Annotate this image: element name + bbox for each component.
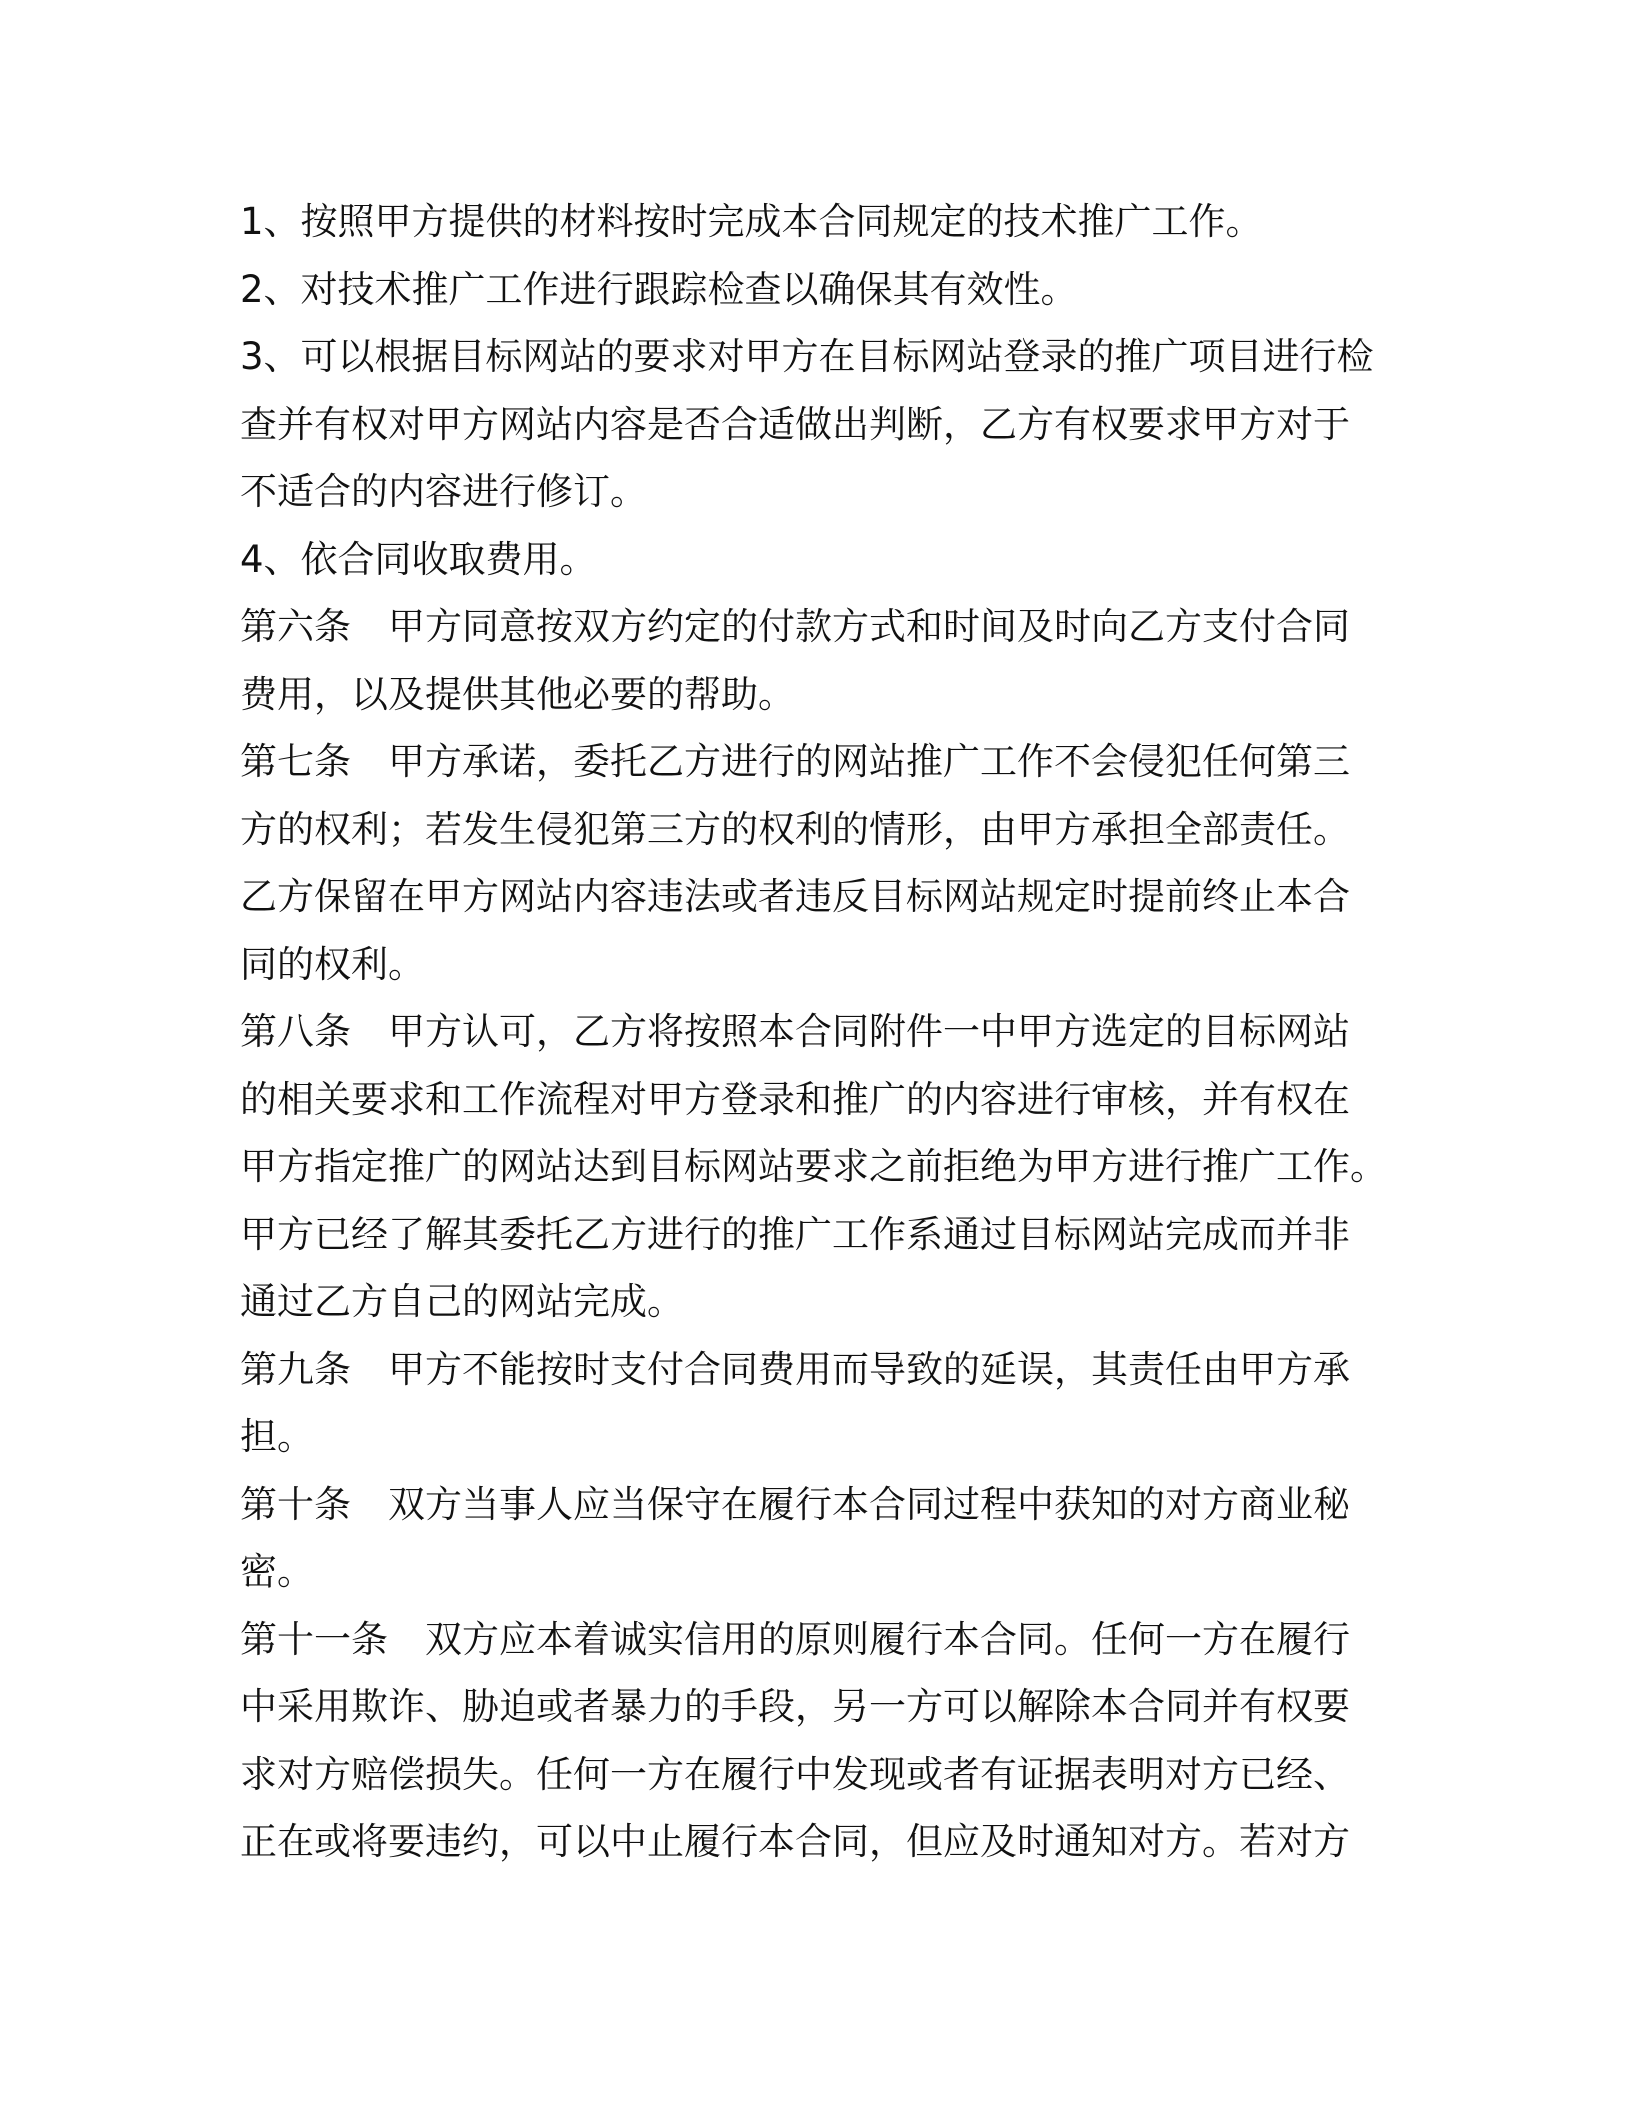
text-line: 第十条 双方当事人应当保守在履行本合同过程中获知的对方商业秘 (240, 1482, 1350, 1526)
text-line: 第六条 甲方同意按双方约定的付款方式和时间及时向乙方支付合同 (240, 605, 1350, 648)
text-line: 正在或将要违约，可以中止履行本合同，但应及时通知对方。若对方 (240, 1820, 1350, 1863)
text-line: 甲方已经了解其委托乙方进行的推广工作系通过目标网站完成而并非 (240, 1212, 1350, 1256)
contract-text-body (240, 188, 1390, 1876)
text-line: 担。 (240, 1415, 314, 1458)
text-line: 通过乙方自己的网站完成。 (240, 1280, 684, 1323)
text-line: 3、可以根据目标网站的要求对甲方在目标网站登录的推广项目进行检 (240, 335, 1374, 378)
text-line: 查并有权对甲方网站内容是否合适做出判断，乙方有权要求甲方对于 (240, 402, 1350, 446)
text-line: 1、按照甲方提供的材料按时完成本合同规定的技术推广工作。 (240, 200, 1263, 243)
text-line: 2、对技术推广工作进行跟踪检查以确保其有效性。 (240, 267, 1078, 311)
text-line: 第八条 甲方认可，乙方将按照本合同附件一中甲方选定的目标网站 (240, 1010, 1350, 1053)
text-line: 方的权利；若发生侵犯第三方的权利的情形，由甲方承担全部责任。 (240, 807, 1350, 851)
text-line: 密。 (240, 1550, 314, 1593)
text-line: 甲方指定推广的网站达到目标网站要求之前拒绝为甲方进行推广工作。 (240, 1145, 1387, 1188)
text-line: 的相关要求和工作流程对甲方登录和推广的内容进行审核，并有权在 (240, 1077, 1350, 1121)
text-line: 求对方赔偿损失。任何一方在履行中发现或者有证据表明对方已经、 (240, 1752, 1350, 1796)
text-line: 同的权利。 (240, 942, 425, 986)
text-line: 乙方保留在甲方网站内容违法或者违反目标网站规定时提前终止本合 (240, 875, 1350, 918)
text-line: 第七条 甲方承诺，委托乙方进行的网站推广工作不会侵犯任何第三 (240, 740, 1350, 783)
text-line: 第九条 甲方不能按时支付合同费用而导致的延误，其责任由甲方承 (240, 1347, 1350, 1391)
text-line: 不适合的内容进行修订。 (240, 470, 647, 513)
text-line: 4、依合同收取费用。 (240, 537, 597, 581)
text-line: 第十一条 双方应本着诚实信用的原则履行本合同。任何一方在履行 (240, 1617, 1350, 1661)
text-line: 费用，以及提供其他必要的帮助。 (240, 672, 795, 716)
text-line: 中采用欺诈、胁迫或者暴力的手段，另一方可以解除本合同并有权要 (240, 1685, 1350, 1728)
